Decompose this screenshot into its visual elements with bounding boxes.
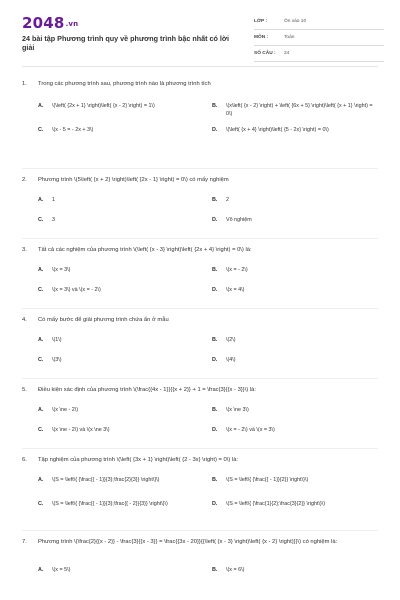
option-letter: B.	[212, 567, 218, 573]
option-text: \(x = - 2\) và \(x = 3\)	[226, 427, 275, 433]
option-text: \(2\)	[226, 337, 236, 343]
question-stem	[22, 176, 382, 184]
question-stem	[22, 386, 382, 394]
meta-key: MÔN :	[254, 35, 269, 40]
option-letter: B.	[212, 103, 218, 109]
option-letter: C.	[38, 217, 44, 223]
meta-row-count	[254, 48, 384, 62]
question-divider	[22, 168, 378, 169]
page-header	[0, 0, 400, 60]
question-number: 2.	[22, 177, 27, 183]
option-letter: B.	[212, 267, 218, 273]
meta-value: Ôn vào 10	[284, 19, 307, 24]
document-title: 24 bài tập Phương trình quy về phương trình bậc nhất có lời giải	[22, 34, 230, 52]
option-letter: A.	[38, 477, 44, 483]
question-divider	[22, 378, 378, 379]
option-text: \(1\)	[52, 337, 62, 343]
question-number: 1.	[22, 81, 27, 87]
option-letter: C.	[38, 427, 44, 433]
option-letter: D.	[212, 427, 218, 433]
question-divider	[22, 308, 378, 309]
option-text: \(S = \left\{ {\frac{{ - 1}}{2}} \right\}\)	[226, 477, 309, 483]
question-text: Có mấy bước để giải phương trình chứa ẩn ở mẫu	[38, 317, 169, 323]
option-text: \(x - 5 = - 2x + 3\)	[52, 127, 94, 133]
option-text: \(x = 4\)	[226, 287, 245, 293]
option-text: \(S = \left\{ {\frac{1}{2};\frac{3}{2}} \right\}\)	[226, 501, 326, 507]
option-letter: D.	[212, 127, 218, 133]
option-letter: B.	[212, 407, 218, 413]
option-letter: A.	[38, 337, 44, 343]
question-stem	[22, 456, 382, 464]
option-text: \(x = 5\)	[52, 567, 71, 573]
logo-suffix: .vn	[65, 20, 79, 28]
option-text: \(\left( {2x + 1} \right)\left( {x - 2} \right) = 1\)	[52, 103, 155, 109]
option-text: \(3\)	[52, 357, 62, 363]
question-text: Phương trình \(5\left( {x + 2} \right)\left( {2x - 1} \right) = 0\) có mấy nghiệm	[38, 177, 229, 183]
question-text: Điều kiện xác định của phương trình \(\frac{{4x - 1}}{{x + 2}} + 1 = \frac{3}{{x - 3}}\) là:	[38, 387, 256, 393]
question-divider	[22, 530, 378, 531]
option-text: \(x = 3\)	[52, 267, 71, 273]
option-letter: A.	[38, 103, 44, 109]
meta-key: SỐ CÂU :	[254, 51, 276, 56]
option-text: \(S = \left\{ {\frac{{ - 1}}{3};\frac{2}{3}} \right\}\)	[52, 477, 160, 483]
option-text: \(x\left( {x - 2} \right) + \left( {6x + 5} \right)\left( {x + 1} \right) = 0\)	[226, 103, 373, 117]
meta-value: 24	[284, 51, 290, 56]
question-text: Tất cả các nghiệm của phương trình \(\left( {x - 3} \right)\left( {2x + 4} \right) = 0\) là:	[38, 247, 252, 253]
option-letter: C.	[38, 501, 44, 507]
option-text: 1	[52, 197, 55, 203]
option-letter: B.	[212, 477, 218, 483]
option-text: 3	[52, 217, 55, 223]
question-stem	[22, 538, 382, 546]
option-letter: D.	[212, 357, 218, 363]
option-text: \(x \ne 3\)	[226, 407, 249, 413]
question-divider	[22, 238, 378, 239]
option-letter: C.	[38, 127, 44, 133]
option-text: \(x = 6\)	[226, 567, 245, 573]
option-letter: A.	[38, 407, 44, 413]
document-meta	[254, 16, 384, 64]
option-letter: D.	[212, 287, 218, 293]
option-text: \(x \ne - 2\) và \(x \ne 3\)	[52, 427, 110, 433]
option-text: Vô nghiệm	[226, 217, 252, 223]
option-letter: B.	[212, 337, 218, 343]
logo-text: 2048	[22, 14, 65, 32]
site-logo[interactable]	[22, 14, 78, 32]
question-divider	[22, 448, 378, 449]
meta-row-subject	[254, 32, 384, 46]
header-divider	[22, 66, 378, 67]
option-letter: C.	[38, 287, 44, 293]
option-letter: C.	[38, 357, 44, 363]
option-text: \(4\)	[226, 357, 236, 363]
question-number: 3.	[22, 247, 27, 253]
question-number: 7.	[22, 539, 27, 545]
option-letter: A.	[38, 197, 44, 203]
meta-key: LỚP :	[254, 19, 268, 24]
question-text: Trong các phương trình sau, phương trình nào là phương trình tích	[38, 81, 211, 87]
option-letter: D.	[212, 501, 218, 507]
option-text: \(S = \left\{ {\frac{{ - 1}}{3};\frac{{ - 2}}{3}} \right\}\)	[52, 501, 168, 507]
question-stem	[22, 80, 382, 88]
question-number: 6.	[22, 457, 27, 463]
option-letter: A.	[38, 267, 44, 273]
question-text: Tập nghiệm của phương trình \(\left( {3x + 1} \right)\left( {2 - 3x} \right) = 0\) là:	[38, 457, 239, 463]
question-stem	[22, 316, 382, 324]
question-number: 4.	[22, 317, 27, 323]
option-letter: B.	[212, 197, 218, 203]
option-text: \(x = - 2\)	[226, 267, 248, 273]
question-number: 5.	[22, 387, 27, 393]
option-letter: A.	[38, 567, 44, 573]
option-text: \(\left( {x + 4} \right)\left( {5 - 2x} \right) = 0\)	[226, 127, 329, 133]
option-text: \(x \ne - 2\)	[52, 407, 79, 413]
meta-row-class	[254, 16, 384, 30]
option-text: 2	[226, 197, 229, 203]
option-letter: D.	[212, 217, 218, 223]
option-text: \(x = 3\) và \(x = - 2\)	[52, 287, 101, 293]
question-stem	[22, 246, 382, 254]
meta-value: Toán	[284, 35, 295, 40]
question-text: Phương trình \(\frac{2}{{x - 2}} - \frac{3}{{x - 3}} = \frac{{3x - 20}}{{\left( {x - 3} \right)\left( {x - 2} \right)}}\) có nghiệm là:	[38, 539, 338, 545]
